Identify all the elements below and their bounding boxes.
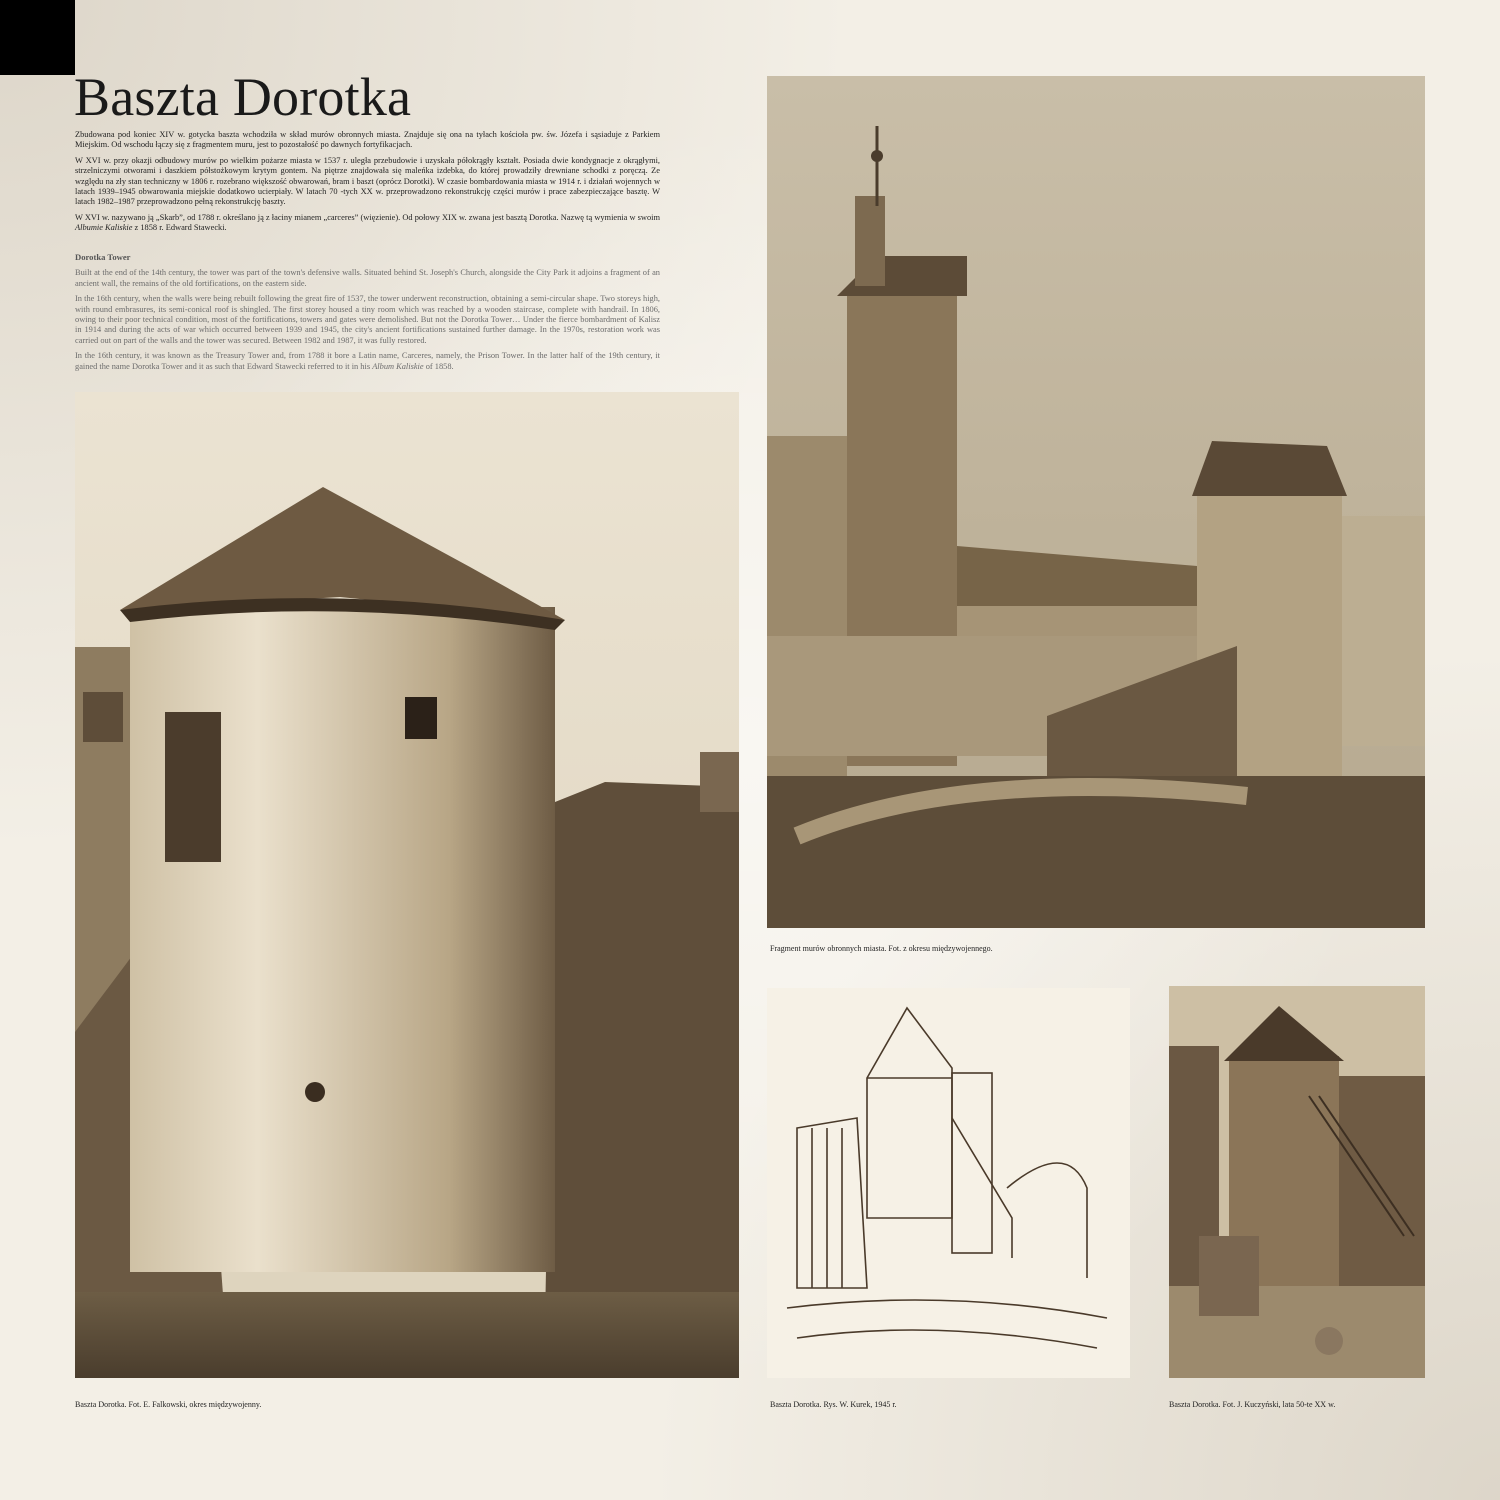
tower-stairs-photo: [1169, 986, 1425, 1378]
english-paragraph-1: Built at the end of the 14th century, the tower was part of the town's defensive walls. Situated behind St. Joseph's Church, alongside the City Park it adjoins a fragment of an ancient wall, the remains of the old fortifications, on the eastern side.: [75, 268, 660, 288]
corner-block: [0, 0, 75, 75]
polish-p3-end: z 1858 r. Edward Stawecki.: [132, 223, 227, 233]
page-title: Baszta Dorotka: [74, 67, 412, 127]
tower-sketch: [767, 988, 1130, 1378]
english-paragraph-2: In the 16th century, when the walls were being rebuilt following the great fire of 1537, the tower underwent reconstruction, obtaining a semi-circular shape. Two storeys high, with round embrasures, its semi-conical roof is shingled. The first storey housed a tiny room which was reached by a wooden staircase, complete with handrail. In 1806, owing to their poor technical condition, most of the fortifications, towers and gates were demolished. But not the Dorotka Tower… Under the fierce bombardment of Kalisz in 1914 and during the acts of war which occurred between 1939 and 1945, the city's ancient fortifications sustained further damage. In the 1970s, restoration work was carried out on part of the walls and the tower was secured. Between 1982 and 1987, it was fully restored.: [75, 294, 660, 345]
polish-paragraph-3: [75, 213, 660, 234]
english-heading: Dorotka Tower: [75, 252, 131, 262]
english-p3-end: of 1858.: [423, 361, 454, 371]
polish-description: [75, 130, 660, 239]
polish-paragraph-2: W XVI w. przy okazji odbudowy murów po wielkim pożarze miasta w 1537 r. uległa przebudowie i uzyskała półokrągły kształt. Posiada dwie kondygnacje z okrągłymi, strzelniczymi otworami i daszkiem półstożkowym krytym gontem. Na piętrze znajdowała się maleńka izdebka, do której prowadziły drewniane schodki z poręczą. Ze względu na zły stan techniczny w 1806 r. rozebrano większość obwarowań, bram i baszt (oprócz Dorotki). W czasie bombardowania miasta w 1914 r. i działań wojennych w latach 1939–1945 obwarowania miejskie dodatkowo ucierpiały. W latach 70 -tych XX w. przeprowadzono rekonstrukcję części murów i prace zabezpieczające basztę. W latach 1982–1987 przeprowadzono pełną rekonstrukcję baszty.: [75, 155, 660, 207]
polish-paragraph-1: Zbudowana pod koniec XIV w. gotycka baszta wchodziła w skład murów obronnych miasta. Znajduje się ona na tyłach kościoła pw. św. Józefa i sąsiaduje z Parkiem Miejskim. Od wschodu łączy się z fragmentem muru, jest to pozostałość po dawnych fortyfikacjach.: [75, 130, 660, 150]
caption-main-tower: Baszta Dorotka. Fot. E. Falkowski, okres międzywojenny.: [75, 1400, 262, 1409]
english-paragraph-3: [75, 351, 660, 372]
city-walls-photo: [767, 76, 1425, 928]
polish-p3-italic: Albumie Kaliskie: [75, 223, 133, 233]
english-p3-italic: Album Kaliskie: [372, 361, 424, 371]
english-description: [75, 252, 660, 377]
caption-tower-sketch: Baszta Dorotka. Rys. W. Kurek, 1945 r.: [770, 1400, 897, 1409]
caption-city-walls: Fragment murów obronnych miasta. Fot. z okresu międzywojennego.: [770, 944, 993, 953]
english-p3-start: In the 16th century, it was known as the Treasury Tower and, from 1788 it bore a Latin name, Carceres, namely, the Prison Tower. In the latter half of the 19th century, it gained the name Dorotka Tower and it as such that Edward Stawecki referred to it in his: [75, 351, 660, 371]
polish-p3-start: W XVI w. nazywano ją „Skarb”, od 1788 r. określano ją z łaciny mianem „carceres” (więzienie). Od połowy XIX w. zwana jest basztą Dorotka. Nazwę tą wymienia w swoim: [75, 212, 660, 222]
caption-tower-stairs: Baszta Dorotka. Fot. J. Kuczyński, lata 50-te XX w.: [1169, 1400, 1336, 1409]
main-tower-photo: [75, 392, 739, 1378]
